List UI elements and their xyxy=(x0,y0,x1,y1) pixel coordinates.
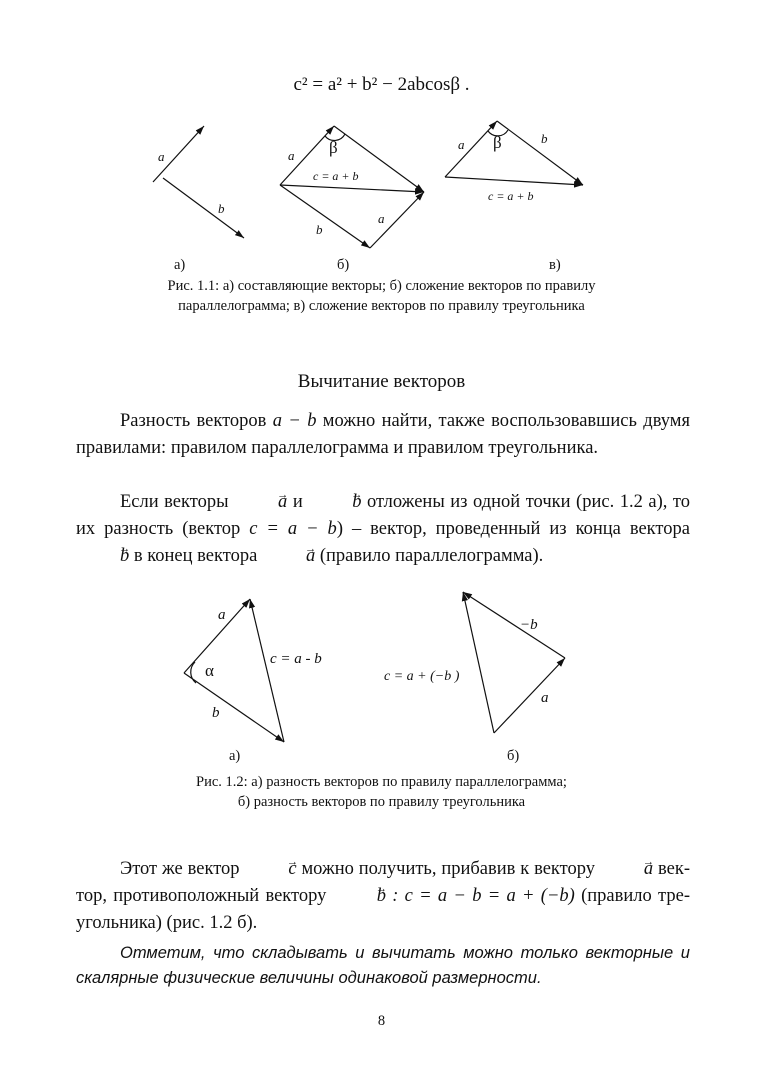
fig1-label-c: в) xyxy=(549,257,561,273)
fig2b-minus-b-label: −b xyxy=(520,617,538,633)
cosine-law-formula: c² = a² + b² − 2abcosβ . xyxy=(293,74,470,95)
fig2b-sum-label: c = a + (−b ) xyxy=(384,669,460,684)
paragraph-3: Этот же вектор → c можно получить, прибавив к вектору → a вектор, противоположный вектору → b : c = a − b = a + (−b) (правило треугольника) (рис. 1.2 б). xyxy=(76,856,690,937)
fig2a-alpha: α xyxy=(205,661,214,680)
fig1c-label-a: a xyxy=(458,137,465,152)
fig1c-vector-c xyxy=(445,177,583,185)
fig1b-label-a: a xyxy=(288,148,295,163)
figure-1-1 xyxy=(0,112,763,252)
figure-1-2-caption-line-2: б) разность векторов по правилу треугольника xyxy=(237,794,526,810)
fig1-label-b: б) xyxy=(337,257,350,273)
fig1c-label-b: b xyxy=(541,131,548,146)
fig1c-vector-a xyxy=(445,121,497,177)
fig2b-label-a: a xyxy=(541,690,549,706)
fig2-label-b: б) xyxy=(507,748,520,764)
fig2a-vector-c xyxy=(250,599,284,742)
note-paragraph: Отметим, что складывать и вычитать можно только векторные и скалярные физические величины одинаковой размерности. xyxy=(76,944,690,987)
paragraph-2: Если векторы → a и → b отложены из одной точки (рис. 1.2 а), то их разность (вектор c = a − b) – вектор, проведенный из конца вектора → b в конец вектора → a (правило параллелограмма). xyxy=(76,489,690,570)
fig2a-label-b: b xyxy=(212,705,220,721)
fig2a-diff-label: c = a - b xyxy=(270,651,322,667)
fig2b-vector-a xyxy=(494,658,565,733)
fig2a-vector-a xyxy=(184,599,250,673)
fig1a-label-a: a xyxy=(158,149,165,164)
page-number: 8 xyxy=(377,1013,386,1029)
fig2b-vector-c xyxy=(463,592,494,733)
fig1-label-a: а) xyxy=(174,257,186,273)
fig2b-vector-minus-b xyxy=(463,592,565,658)
fig1b-vector-b xyxy=(280,185,370,248)
fig2a-vector-b xyxy=(184,673,284,742)
figure-1-1-caption-line-2: параллелограмма; в) сложение векторов по правилу треугольника xyxy=(178,298,585,314)
fig1c-beta: β xyxy=(493,133,502,152)
figure-1-2 xyxy=(0,590,763,750)
fig2a-label-a: a xyxy=(218,607,226,623)
fig1b-vector-c xyxy=(280,185,424,192)
fig1b-beta: β xyxy=(329,138,338,157)
fig1b-label-b: b xyxy=(316,222,323,237)
fig1a-vector-b xyxy=(163,178,244,238)
figure-1-2-caption-line-1: Рис. 1.2: а) разность векторов по правилу параллелограмма; xyxy=(196,774,567,790)
paragraph-1: Разность векторов a − b можно найти, также воспользовавшись двумя правилами: правилом параллелограмма и правилом треугольника. xyxy=(76,411,691,458)
section-title: Вычитание векторов xyxy=(297,371,466,392)
fig1b-label-a-right: a xyxy=(378,211,385,226)
fig2-label-a: а) xyxy=(229,748,241,764)
fig1a-label-b: b xyxy=(218,201,225,216)
figure-1-1-caption-line-1: Рис. 1.1: а) составляющие векторы; б) сложение векторов по правилу xyxy=(167,278,596,294)
fig1c-vector-b xyxy=(497,121,583,185)
fig1b-sum-label: c = a + b xyxy=(313,169,359,183)
fig1c-sum-label: c = a + b xyxy=(488,189,534,203)
